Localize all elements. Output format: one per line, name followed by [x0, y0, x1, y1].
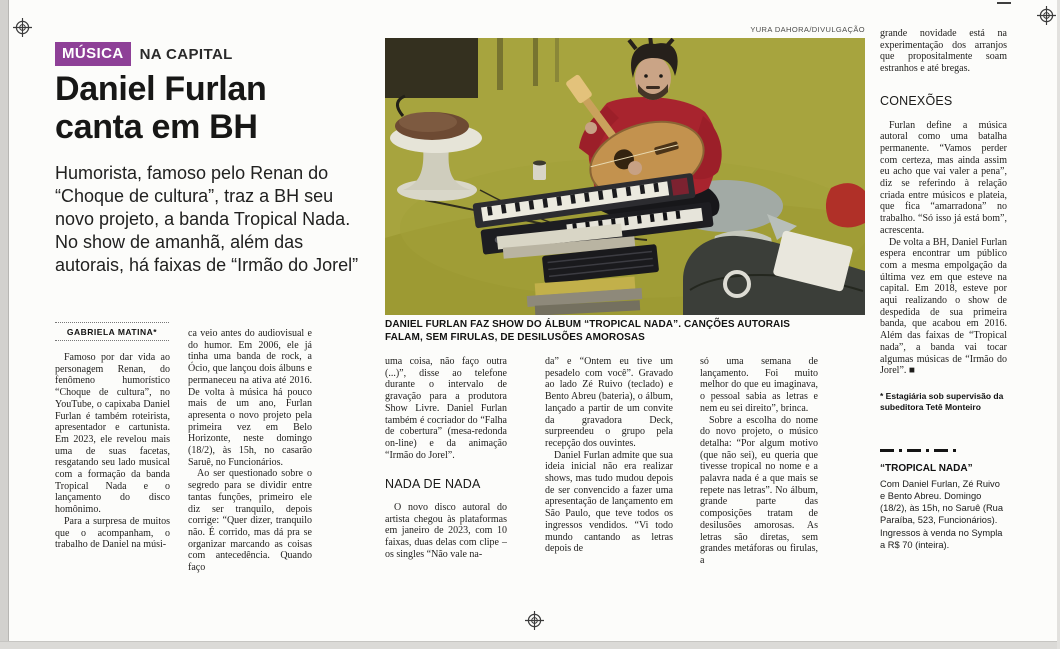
kicker-suffix: NA CAPITAL: [139, 45, 233, 63]
body-paragraph: só uma semana de lançamento. Foi muito melhor do que eu imaginava, o pessoal sabia as letras e nem eu sei direito”, brinca.: [700, 356, 818, 414]
headline: [55, 70, 385, 146]
service-box-text: Com Daniel Furlan, Zé Ruivo e Bento Abreu. Domingo (18/2), às 15h, no Saruê (Rua Paraíba, 523, Funcionários). Ingressos à venda no Sympla a R$ 70 (inteira).: [880, 478, 1003, 550]
section-kicker: [55, 42, 233, 66]
body-paragraph: Famoso por dar vida ao personagem Renan, do fenômeno humorístico “Choque de cultura”, no YouTube, o capixaba Daniel Furlan é também roteirista, apresentador e cartunista. Em 2023, ele revelou mais uma de suas facetas, resgatando seu lado musical com a formação da banda Tropical Nada e o lançamento do disco homônimo.: [55, 352, 170, 516]
body-column-6: [880, 28, 1007, 628]
body-paragraph: De volta a BH, Daniel Furlan espera encontrar um público com a mesma empolgação da última vez em que esteve na capital. Em 2018, esteve por aqui realizando o show de despedida de sua primeira banda, que acabou em 2016. Além das faixas de “Tropical nada”, a banda vai tocar algumas músicas de “Irmão do Jorel”. ■: [880, 236, 1007, 377]
body-column-1: [55, 352, 170, 614]
deck: Humorista, famoso pelo Renan do “Choque de cultura”, traz a BH seu novo projeto, a banda Tropical Nada. No show de amanhã, além das autorais, há faixas de “Irmão do Jorel”: [55, 163, 359, 275]
body-paragraph: Sobre a escolha do nome do novo projeto, o músico detalha: “Por algum motivo (que não sei), eu queria que tivesse tropical no nome e a palavra nada é a que mais se repete nas letras”. No álbum, grande parte das composições tratam de desilusões amorosas. As letras são diretas, sem grandes metáforas ou firulas, a: [700, 414, 818, 566]
byline: GABRIELA MATINA*: [55, 322, 169, 341]
headline-line-1: Daniel Furlan: [55, 70, 267, 108]
body-paragraph: Furlan define a música autoral como uma batalha permanente. “Vamos perder com certeza, mas ainda assim eu acho que vai valer a pena”, diz se referindo à relação criada entre músicos e plateia, que fica “amarradona” no trabalho. “Só isso já está bom”, acrescenta.: [880, 119, 1007, 236]
body-paragraph: O novo disco autoral do artista chegou às plataformas em janeiro de 2023, com 10 faixas, duas delas com clipe – os singles “Não vale na-: [385, 502, 507, 560]
section-subhead-nada-de-nada: NADA DE NADA: [385, 477, 481, 492]
photo-credit: YURA DAHORA/DIVULGAÇÃO: [750, 25, 865, 34]
body-paragraph: Ao ser questionado sobre o segredo para se dividir entre tantas funções, primeiro ele diz ser tranquilo, depois corrige: “Quer dizer, tranquilo não. É corrido, mas dá pra se organizar marcando as coisas com antecedência. Quando faço: [188, 468, 312, 574]
body-paragraph: uma coisa, não faço outra (...)”, disse ao telefone durante o intervalo de gravação para a produtora Show Livre. Daniel Furlan também é cocriador do “Falha de cobertura” (mesa-redonda on-line) e da animação “Irmão do Jorel”.: [385, 356, 507, 461]
body-column-4: [545, 356, 673, 616]
service-box-title: “TROPICAL NADA”: [880, 462, 973, 474]
dash-dot-rule: [880, 449, 956, 452]
body-column-3: [385, 356, 507, 616]
photo-caption: DANIEL FURLAN FAZ SHOW DO ÁLBUM “TROPICAL NADA”. CANÇÕES AUTORAIS FALAM, SEM FIRULAS, DE DESILUSÕES AMOROSAS: [385, 319, 791, 343]
intern-footnote: * Estagiária sob supervisão da subeditora Tetê Monteiro: [880, 390, 1004, 412]
registration-mark-icon: [1037, 6, 1056, 25]
headline-line-2: canta em BH: [55, 108, 258, 146]
article-photo: [385, 38, 865, 315]
body-paragraph: Daniel Furlan admite que sua ideia inicial não era realizar shows, mas tudo mudou depois de ser convencido a fazer uma apresentação de lançamento em São Paulo, que teve todos os ingressos vendidos. “Vi todo mundo cantando as letras depois de: [545, 449, 673, 555]
crop-mark: [997, 2, 1011, 4]
body-paragraph: da” e “Ontem eu tive um pesadelo com você”. Gravado ao lado Zé Ruivo (teclado) e Bento Abreu (bateria), o álbum, lançado a partir de um convite da gravadora Deck, surpreendeu o grupo pela recepção dos ouvintes.: [545, 356, 673, 449]
page-bottom-edge: [0, 641, 1060, 649]
body-paragraph: ca veio antes do audiovisual e do humor. Em 2006, ele já tinha uma banda de rock, a Ócio, que lançou dois álbuns e permaneceu na ativa até 2016. De volta à música há pouco mais de um ano, Furlan apresenta o novo projeto pela primeira vez em Belo Horizonte, neste domingo (18/2), às 15h, no casarão Saruê, no Funcionários.: [188, 328, 312, 468]
section-subhead-conexoes: CONEXÕES: [880, 93, 953, 108]
registration-mark-icon: [525, 611, 544, 630]
registration-mark-icon: [13, 18, 32, 37]
page-left-edge: [0, 0, 9, 649]
body-paragraph: grande novidade está na experimentação dos arranjos que propositalmente soam estranhos e até bregas.: [880, 28, 1007, 75]
body-paragraph: Para a surpresa de muitos que o acompanham, o trabalho de Daniel na músi-: [55, 515, 170, 551]
photo-illustration: [385, 38, 865, 315]
body-column-2: [188, 328, 312, 618]
kicker-badge: MÚSICA: [55, 42, 131, 66]
body-column-5: [700, 356, 818, 616]
